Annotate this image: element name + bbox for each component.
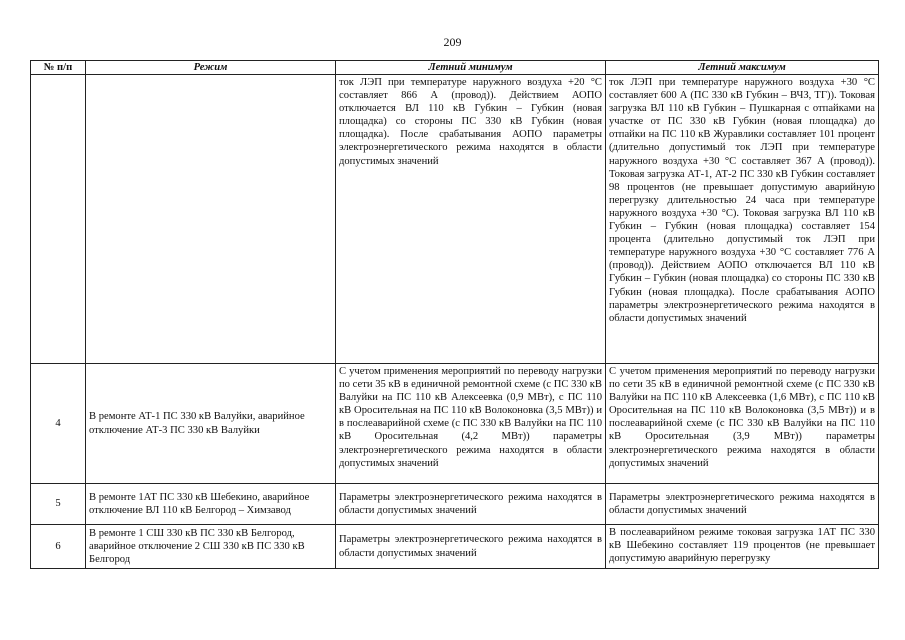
header-summer-min: Летний минимум xyxy=(336,61,606,75)
cell-num xyxy=(31,75,86,364)
regime-table xyxy=(30,60,879,569)
header-num: № п/п xyxy=(31,61,86,75)
table-row xyxy=(31,484,879,525)
cell-summer-min: Параметры электроэнергетического режима находятся в области допустимых значений xyxy=(336,525,606,569)
cell-num: 5 xyxy=(31,484,86,525)
cell-summer-min: С учетом применения мероприятий по переводу нагрузки по сети 35 кВ в единичной ремонтной схеме (с ПС 330 кВ Валуйки на ПС 110 кВ Алексеевка (0,9 МВт), с ПС 110 кВ Оросительная на ПС 110 кВ Волоконовка (3,5 МВт)) и в послеаварийной схеме (с ПС 330 кВ Валуйки на ПС 110 кВ Оросительная (4,2 МВт)) параметры электроэнергетического режима находятся в области допустимых значений xyxy=(336,364,606,484)
cell-num: 6 xyxy=(31,525,86,569)
cell-summer-max: С учетом применения мероприятий по переводу нагрузки по сети 35 кВ в единичной ремонтной схеме (с ПС 330 кВ Валуйки на ПС 110 кВ Алексеевка (1,6 МВт), с ПС 110 кВ Оросительная на ПС 110 кВ Волоконовка (3,5 МВт)) и в послеаварийной схеме (с ПС 330 кВ Валуйки на ПС 110 кВ Оросительная (3,9 МВт)) параметры электроэнергетического режима находятся в области допустимых значений xyxy=(606,364,879,484)
cell-summer-max: ток ЛЭП при температуре наружного воздуха +30 °С составляет 600 А (ПС 330 кВ Губкин – ВЧЗ, ТГ)). Токовая загрузка ВЛ 110 кВ Губкин – Пушкарная с отпайками на участке от ПС 330 кВ Губкин (новая площадка) до отпайки на ПС 110 кВ Журавлики составляет 101 процент (длительно допустимый ток ЛЭП при температуре наружного воздуха +30 °С составляет 367 А (провод)). Токовая загрузка АТ-1, АТ-2 ПС 330 кВ Губкин составляет 98 процентов (не превышает допустимую аварийную перегрузку длительностью 24 часа при температуре наружного воздуха +30 °С). Токовая загрузка ВЛ 110 кВ Губкин – Губкин (новая площадка) составляет 154 процента (длительно допустимый ток ЛЭП при температуре наружного воздуха +30 °С составляет 776 А (провод)). Действием АОПО отключается ВЛ 110 кВ Губкин – Губкин (новая площадка) со стороны ПС 330 кВ Губкин (новая площадка). После срабатывания АОПО параметры электроэнергетического режима находятся в области допустимых значений xyxy=(606,75,879,364)
cell-mode xyxy=(86,75,336,364)
cell-summer-max: Параметры электроэнергетического режима находятся в области допустимых значений xyxy=(606,484,879,525)
cell-mode: В ремонте 1АТ ПС 330 кВ Шебекино, аварийное отключение ВЛ 110 кВ Белгород – Химзавод xyxy=(86,484,336,525)
header-summer-max: Летний максимум xyxy=(606,61,879,75)
cell-mode: В ремонте 1 СШ 330 кВ ПС 330 кВ Белгород, аварийное отключение 2 СШ 330 кВ ПС 330 кВ Белгород xyxy=(86,525,336,569)
table-row xyxy=(31,75,879,364)
header-mode: Режим xyxy=(86,61,336,75)
cell-summer-min: Параметры электроэнергетического режима находятся в области допустимых значений xyxy=(336,484,606,525)
table-row xyxy=(31,525,879,569)
cell-num: 4 xyxy=(31,364,86,484)
cell-summer-min: ток ЛЭП при температуре наружного воздуха +20 °С составляет 866 А (провод)). Действием АОПО отключается ВЛ 110 кВ Губкин – Губкин (новая площадка) со стороны ПС 330 кВ Губкин (новая площадка). После срабатывания АОПО параметры электроэнергетического режима находятся в области допустимых значений xyxy=(336,75,606,364)
table-header-row xyxy=(31,61,879,75)
cell-mode: В ремонте АТ-1 ПС 330 кВ Валуйки, аварийное отключение АТ-3 ПС 330 кВ Валуйки xyxy=(86,364,336,484)
page-number: 209 xyxy=(443,35,462,49)
cell-summer-max: В послеаварийном режиме токовая загрузка 1АТ ПС 330 кВ Шебекино составляет 119 процентов (не превышает допустимую аварийную перегрузку xyxy=(606,525,879,569)
table-row xyxy=(31,364,879,484)
